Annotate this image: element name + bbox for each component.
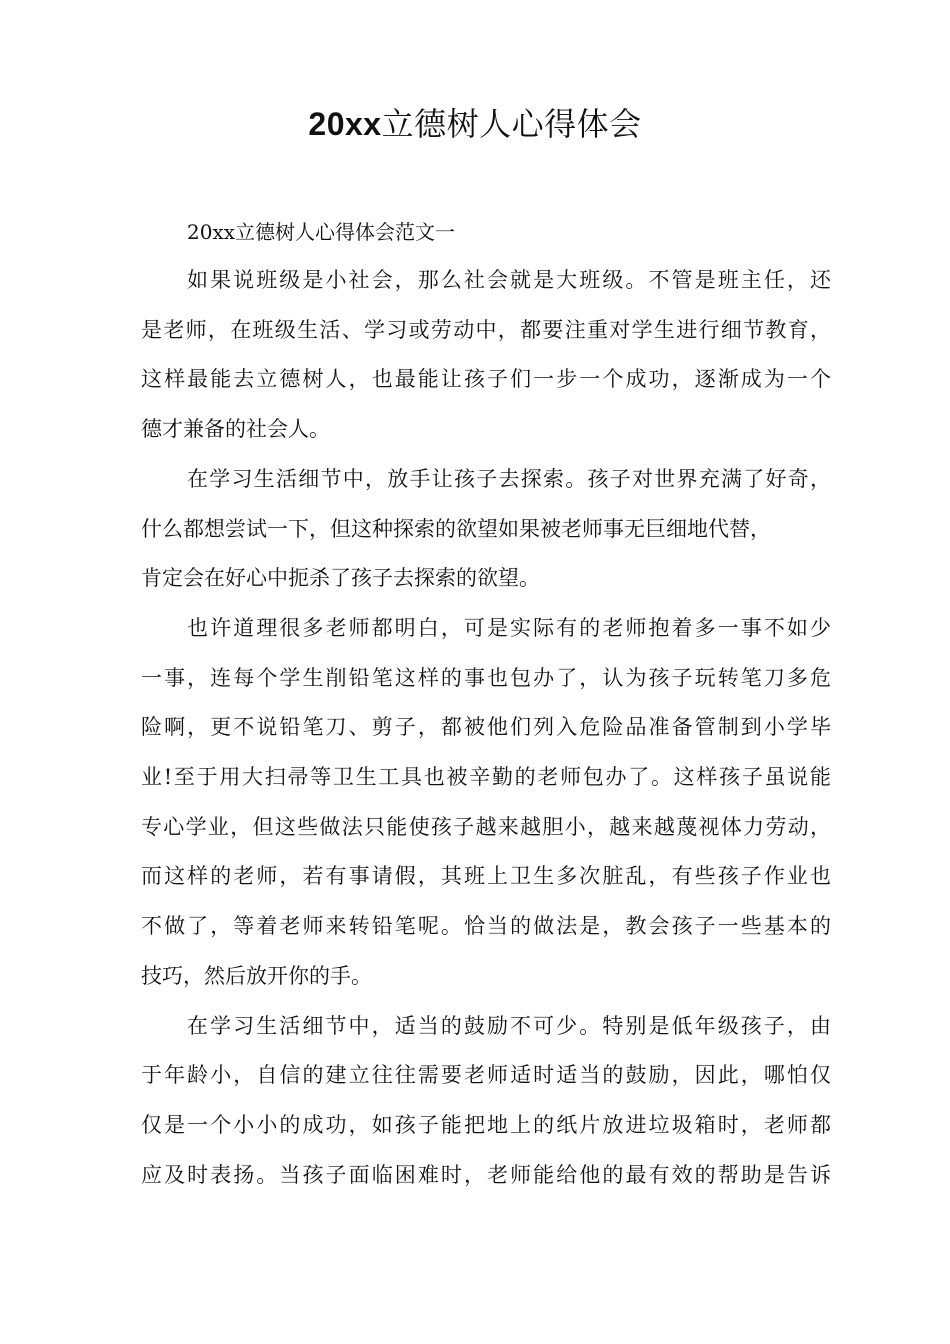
paragraph-line: 肯定会在好心中扼杀了孩子去探索的欲望。 [141,566,540,591]
paragraph-line: 是老师，在班级生活、学习或劳动中，都要注重对学生进行细节教育， [141,317,831,342]
paragraph-line: 专心学业，但这些做法只能使孩子越来越胆小，越来越蔑视体力劳动， [141,814,831,839]
section-subtitle: 20xx立德树人心得体会范文一 [187,220,456,244]
document-title-year: 20xx [308,106,382,142]
paragraph-4 [141,1002,831,1201]
document-title-text: 立德树人心得体会 [381,105,642,143]
paragraph-line: 在学习生活细节中，放手让孩子去探索。孩子对世界充满了好奇， [187,466,831,491]
paragraph-line: 也许道理很多老师都明白，可是实际有的老师抱着多一事不如少 [187,615,831,640]
paragraph-line: 什么都想尝试一下，但这种探索的欲望如果被老师事无巨细地代替， [141,516,771,541]
paragraph-line: 业!至于用大扫帚等卫生工具也被辛勤的老师包办了。这样孩子虽说能 [141,765,831,790]
paragraph-line: 不做了，等着老师来转铅笔呢。恰当的做法是，教会孩子一些基本的 [141,914,831,939]
paragraph-line: 这样最能去立德树人，也最能让孩子们一步一个成功，逐渐成为一个 [141,367,831,392]
paragraph-line: 险啊，更不说铅笔刀、剪子，都被他们列入危险品准备管制到小学毕 [141,715,831,740]
paragraph-line: 技巧，然后放开你的手。 [141,963,372,988]
paragraph-line: 仅是一个小小的成功，如孩子能把地上的纸片放进垃圾箱时，老师都 [141,1112,831,1137]
paragraph-line: 一事，连每个学生削铅笔这样的事也包办了，认为孩子玩转笔刀多危 [141,665,831,690]
paragraph-line: 如果说班级是小社会，那么社会就是大班级。不管是班主任，还 [187,268,831,292]
document-title [0,102,950,146]
paragraph-line: 在学习生活细节中，适当的鼓励不可少。特别是低年级孩子，由 [187,1013,831,1038]
paragraph-line: 应及时表扬。当孩子面临困难时，老师能给他的最有效的帮助是告诉 [141,1162,831,1187]
document-body [141,208,831,1200]
paragraph-1 [141,256,831,455]
paragraph-line: 而这样的老师，若有事请假，其班上卫生多次脏乱，有些孩子作业也 [141,864,831,889]
paragraph-2 [141,455,831,604]
paragraph-line: 于年龄小，自信的建立往往需要老师适时适当的鼓励，因此，哪怕仅 [141,1063,831,1088]
paragraph-3 [141,604,831,1002]
paragraph-line: 德才兼备的社会人。 [141,417,330,442]
